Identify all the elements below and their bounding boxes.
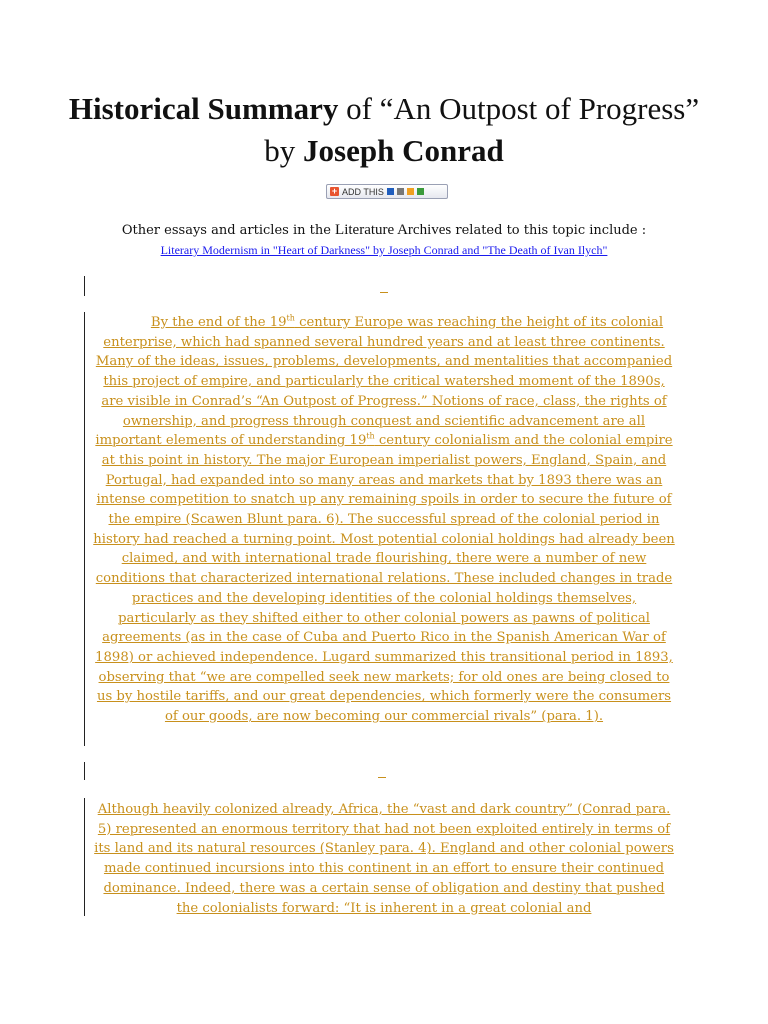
title-author: Joseph Conrad xyxy=(303,133,504,168)
digg-icon xyxy=(397,188,404,195)
add-this-button[interactable] xyxy=(326,184,448,199)
add-this-label: ADD THIS xyxy=(342,186,384,197)
section-dash xyxy=(378,777,386,778)
related-suffix: related to this topic include : xyxy=(451,223,647,238)
margin-marker xyxy=(84,762,85,780)
paragraph1-text-middle: century Europe was reaching the height of its colonial enterprise, which had spanned several hundred years and at least three continents. Many of the ideas, issues, problems, developments, and mentalities that accompanied this project of empire, and particularly the critical watershed moment of the 1890s, are visible in Conrad’s “An Outpost of Progress.” Notions of race, class, the rights of ownership, and progress through conquest and scientific advancement are all important elements of understanding 19 xyxy=(95,315,673,449)
related-article-link[interactable]: Literary Modernism in "Heart of Darkness" by Joseph Conrad and "The Death of Ivan Ilych" xyxy=(160,243,608,257)
paragraph1-text-start: By the end of the 19 xyxy=(150,315,287,330)
related-prefix: Other essays and articles in the xyxy=(121,223,336,238)
bookmark-icon xyxy=(407,188,414,195)
related-articles-text xyxy=(60,222,708,239)
margin-marker xyxy=(84,276,85,296)
share-icon xyxy=(417,188,424,195)
title-middle-part: of “An Outpost of Progress” by xyxy=(264,91,700,168)
superscript: th xyxy=(286,313,295,323)
superscript: th xyxy=(366,431,375,441)
delicious-icon xyxy=(387,188,394,195)
paragraph-colonial-history[interactable] xyxy=(92,313,676,727)
margin-marker xyxy=(84,798,85,916)
paragraph1-text-end: century colonialism and the colonial empire at this point in history. The major European imperialist powers, England, Spain, and Portugal, had expanded into so many areas and markets that by 1893 there was an intense competition to snatch up any remaining spoils in order to secure the future of the empire (Scawen Blunt para. 6). The successful spread of the colonial period in history had reached a turning point. Most potential colonial holdings had already been claimed, and with international trade flourishing, there were a number of new conditions that characterized international relations. These included changes in trade practices and the developing identities of the colonial holdings themselves, particularly as they shifted either to other colonial powers as pawns of political agreements (as in the case of Cuba and Puerto Rico in the Spanish American War of 1898) or achieved independence. Lugard summarized this transitional period in 1893, observing that “we are compelled seek new markets; for old ones are being closed to us by hostile tariffs, and our great dependencies, which formerly were the consumers of our goods, are now becoming our commercial rivals” (para. 1). xyxy=(93,433,675,725)
title-bold-part: Historical Summary xyxy=(68,91,339,126)
literature-archives-label: Literature Archives xyxy=(335,222,452,238)
plus-icon: + xyxy=(331,186,338,196)
section-dash xyxy=(380,292,388,293)
margin-marker xyxy=(84,312,85,746)
paragraph-africa[interactable]: Although heavily colonized already, Africa, the “vast and dark country” (Conrad para. 5) represented an enormous territory that had not been exploited entirely in terms of its land and its natural resources (Stanley para. 4). England and other colonial powers made continued incursions into this continent in an effort to ensure their continued dominance. Indeed, there was a certain sense of obligation and destiny that pushed the colonialists forward: “It is inherent in a great colonial and xyxy=(94,802,674,916)
page-title xyxy=(60,88,708,172)
